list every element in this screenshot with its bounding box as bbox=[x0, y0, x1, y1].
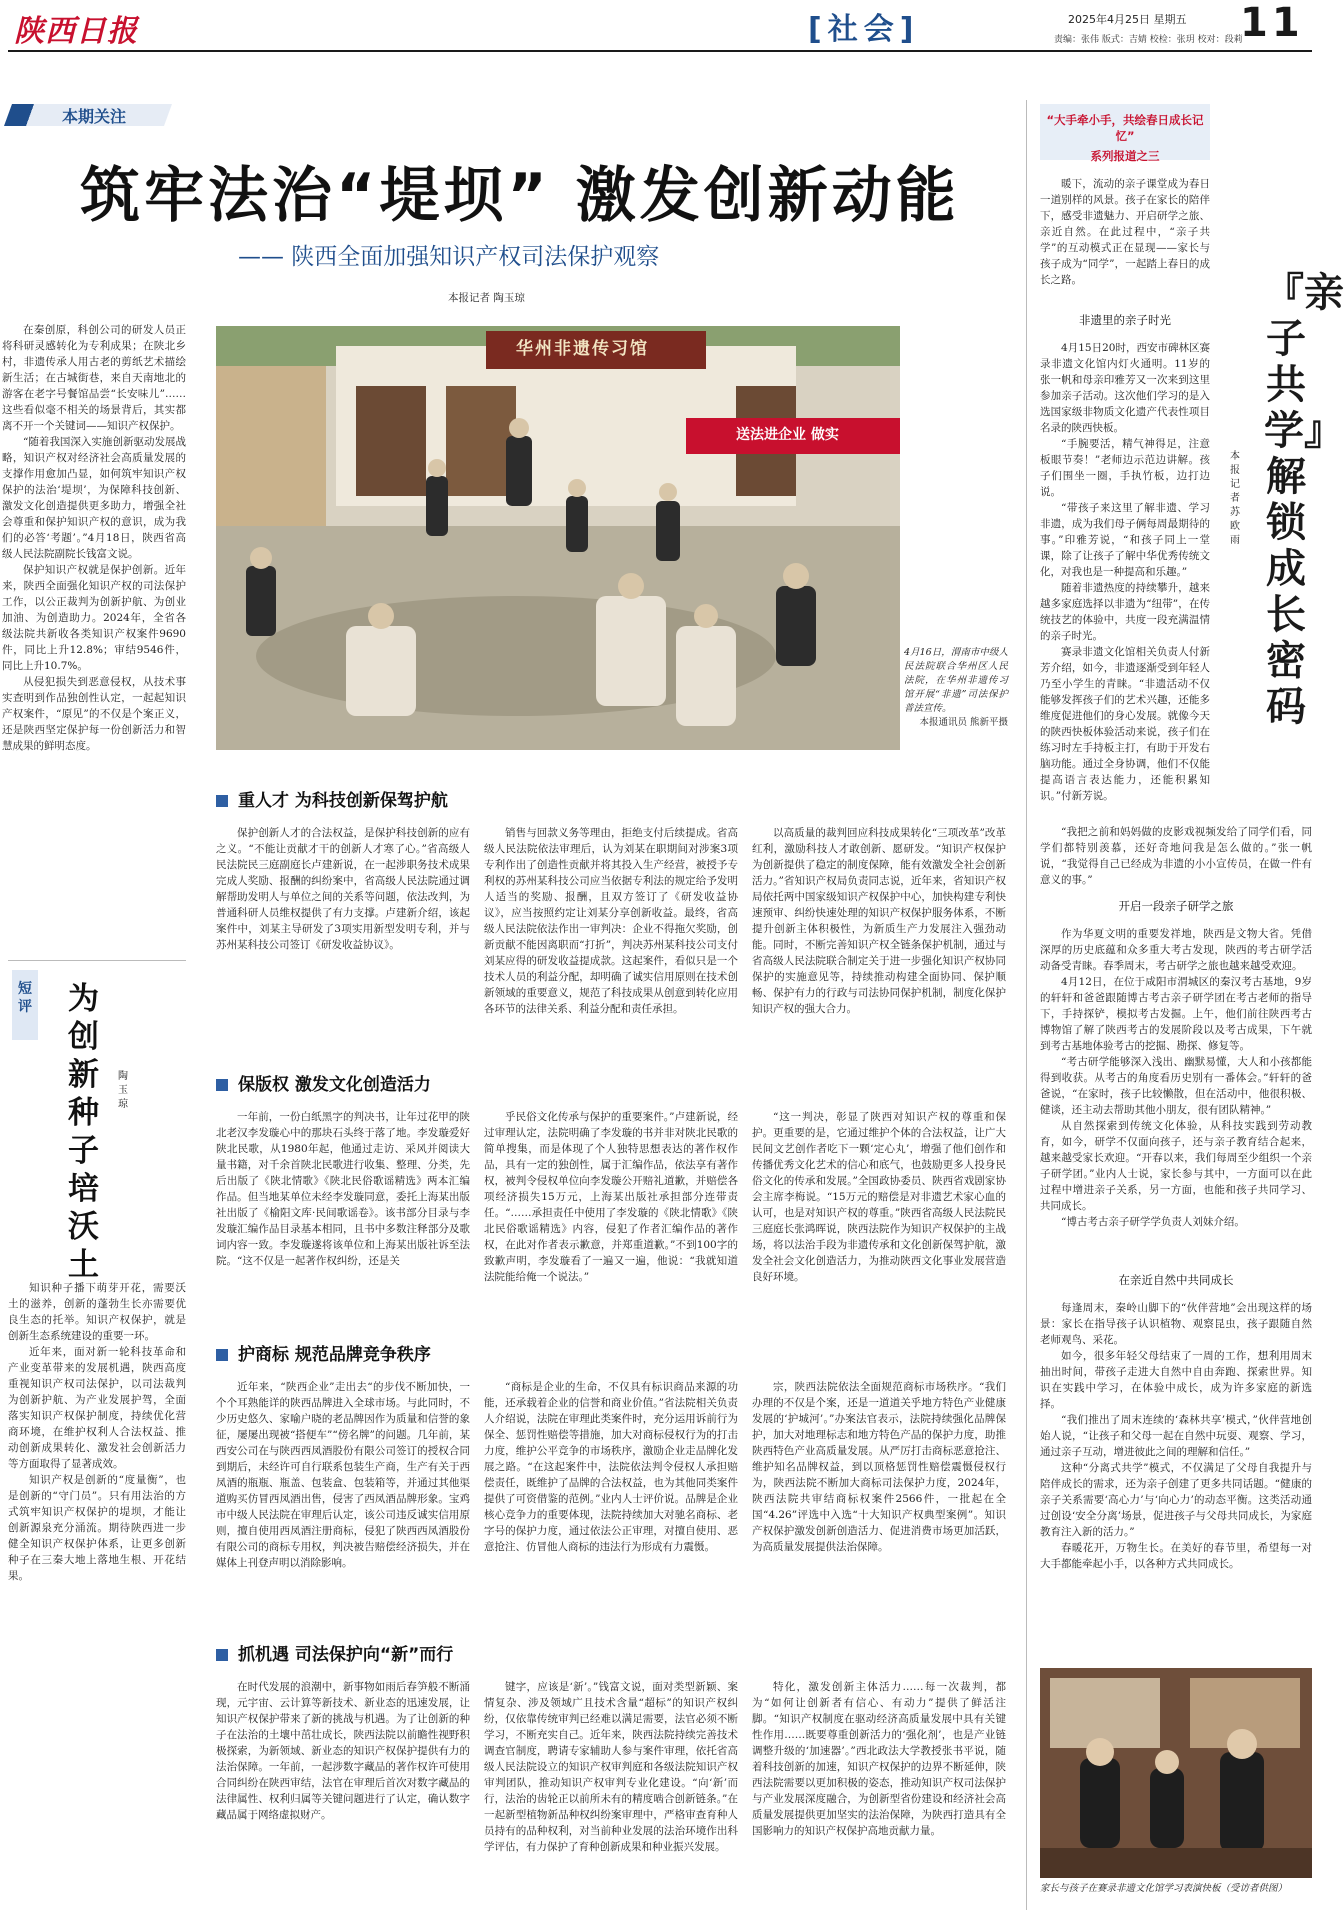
right-byline: 本报记者 苏欧雨 bbox=[1230, 451, 1240, 546]
section-paragraph: 近年来，“陕西企业”走出去“的步伐不断加快，一个个耳熟能详的陕西品牌进入全球市场。与此同时，不少历史悠久、家喻户晓的老品牌因作为质量和信誉的象征，屡屡出现被“搭便车”“傍名牌”的问题。几年前，某西安公司在与陕西西凤酒股份有限公司签订的授权合同到期后，未经许可自行联系包装生产商，生产有关于西凤酒的瓶瓶、瓶盖、包装盒、包装箱等，并通过其他渠道购买仿冒西凤酒出售，侵害了西凤酒品牌形象。宝鸡市中级人民法院在审理后认定，该公司违反诚实信用原则，擅自使用西凤酒注册商标，侵犯了陕西西凤酒股份有限公司的商标专用权，判决被告赔偿经济损失，并在媒体上刊登声明以消除影响。 bbox=[216, 1381, 470, 1569]
section-paragraph: 在时代发展的浪潮中，新事物如雨后春笋般不断涌现，元宇宙、云计算等新技术、新业态的迅速发展，让知识产权保护带来了新的挑战与机遇。为了让创新的种子在法治的土壤中茁壮成长，陕西法院以前瞻性视野积极探索，为新领域、新业态的知识产权保护提供有力的法治保障。一年前，一起涉数字藏品的著作权许可使用合同纠纷在陕西审结，法官在审理后首次对数字藏品的法律属性、权利归属等关键问题进行了认定，确认数字藏品属于网络虚拟财产。 bbox=[216, 1681, 470, 1821]
right-body-3 bbox=[1040, 1300, 1312, 1628]
section-column bbox=[484, 1679, 738, 1903]
commentary-paragraph: 知识产权是创新的“度量衡”，也是创新的“守门员”。只有用法治的方式筑牢知识产权保护的堤坝，才能让创新源泉充分涌流。期待陕西进一步健全知识产权保护体系，让更多创新种子在三秦大地上落地生根、开花结果。 bbox=[8, 1474, 186, 1582]
section-1 bbox=[216, 786, 1006, 1055]
right-paragraph: “我们推出了周末连续的‘森林共享’模式，”伙伴营地创始人说，“让孩子和父母一起在自然中玩耍、观察、学习，通过亲子互动，增进彼此之间的理解和信任。” bbox=[1040, 1414, 1312, 1458]
section-column bbox=[752, 1109, 1006, 1333]
right-paragraph: 春暖花开，万物生长。在美好的春节里，希望每一对大手都能牵起小手，以各种方式共同成长。 bbox=[1040, 1542, 1312, 1570]
right-paragraph: 随着非遗热度的持续攀升，越来越多家庭选择以非遗为“纽带”，在传统技艺的体验中，共度一段充满温情的亲子时光。 bbox=[1040, 582, 1210, 642]
series-box bbox=[1040, 104, 1210, 163]
commentary-title: 为创新种子培沃土 bbox=[68, 981, 99, 1283]
lead-paragraph: “随着我国深入实施创新驱动发展战略，知识产权对经济社会高质量发展的支撑作用愈加凸显，如何筑牢知识产权保护的法治‘堤坝’，为保障科技创新、激发文化创造提供更多助力，增强全社会尊重和保护知识产权的意识，成为我们的必答‘考题’。”4月18日，陕西省高级人民法院副院长钱富文说。 bbox=[2, 436, 186, 560]
commentary-paragraph: 近年来，面对新一轮科技革命和产业变革带来的发展机遇，陕西高度重视知识产权司法保护，以司法裁判为创新护航、为产业发展护驾，全面落实知识产权保护制度，持续优化营商环境，在维护权利人合法权益、推动创新成果转化、激发社会创新活力等方面取得了显著成效。 bbox=[8, 1346, 186, 1470]
section-column bbox=[484, 825, 738, 1055]
section-paragraph: 键字，应该是‘新’。”钱富文说，面对类型新颖、案情复杂、涉及领域广且技术含量“超标”的知识产权纠纷，仅依靠传统审判已经难以满足需要，法官必须不断学习，不断充实自己。近年来，陕西法院持续完善技术调查官制度，聘请专家辅助人参与案件审理，依托省高级人民法院设立的知识产权审判庭和各级法院知识产权审判团队，推动知识产权审判专业化建设。“向‘新’而行，法治的齿轮正以前所未有的精度啮合创新链条。”在一起新型植物新品种权纠纷案审理中，严格审查育种人员持有的品种权利，对当前种业发展的法治环境作出科学评估，有力保护了育种创新成果和种业振兴发展。 bbox=[484, 1681, 738, 1853]
commentary-rule bbox=[8, 960, 186, 961]
commentary-paragraph: 知识种子播下萌芽开花，需要沃土的滋养，创新的蓬勃生长亦需要优良生态的托举。知识产权保护，就是创新生态系统建设的重要一环。 bbox=[8, 1282, 186, 1342]
section-column bbox=[216, 1109, 470, 1333]
right-paragraph: 作为华夏文明的重要发祥地，陕西是文物大省。凭借深厚的历史底蕴和众多重大考古发现，陕西的考古研学活动备受青睐。春季周末，考古研学之旅也越来越受欢迎。 bbox=[1040, 928, 1312, 972]
right-paragraph: 4月12日，在位于咸阳市渭城区的秦汉考古基地，9岁的轩轩和爸爸跟随博古考古亲子研学团在考古老师的指导下，手持探铲，模拟考古发掘。上午，他们前往陕西考古博物馆了解了陕西考古的发展阶段以及考古成果，下午就到考古基地体验考古的挖掘、勘探、修复等。 bbox=[1040, 976, 1312, 1052]
photo-sign: 华州非遗传习馆 bbox=[516, 339, 649, 359]
right-subhead-1: 非遗里的亲子时光 bbox=[1079, 313, 1171, 327]
series-subtitle: 系列报道之三 bbox=[1090, 149, 1160, 163]
section-column bbox=[752, 825, 1006, 1055]
section-marker bbox=[216, 1079, 228, 1091]
section-heading-text: 护商标 规范品牌竞争秩序 bbox=[238, 1345, 431, 1365]
column-tag bbox=[8, 102, 178, 128]
right-paragraph: 赛录非遗文化馆相关负责人付新芳介绍，如今，非遗逐渐受到年轻人乃至小学生的青睐。“非遗活动不仅能够发挥孩子们的艺术兴趣，还能多维度促进他们的身心发展。就像今天的陕西快板体验活动来说，孩子们在练习时左手持板主打，有助于开发右脑功能。通过全身协调，他们不仅能提高语言表达能力，还能积累知识。”付新芳说。 bbox=[1040, 646, 1210, 802]
right-paragraph: “博古考古亲子研学学负责人刘妹介绍。 bbox=[1061, 1216, 1245, 1228]
section-name: [社会] bbox=[808, 12, 920, 47]
section-marker bbox=[216, 795, 228, 807]
section-heading bbox=[216, 1640, 1006, 1665]
lead-text bbox=[2, 322, 186, 754]
section-heading-text: 抓机遇 司法保护向“新”而行 bbox=[238, 1645, 454, 1665]
lead-paragraph: 保护知识产权就是保护创新。近年来，陕西全面强化知识产权的司法保护工作，以公正裁判为创新护航、为创业加油、为创造助力。2024年，全省各级法院共新收各类知识产权案件9690件，同比上升12.8%；审结9546件，同比上升10.7%。 bbox=[2, 564, 186, 672]
right-paragraph: 从自然探索到传统文化体验，从科技实践到劳动教育，如今，研学不仅面向孩子，还与亲子教育结合起来，越来越受家长欢迎。“开春以来，我们每周至少组织一个亲子研学团。”业内人士说，家长参与其中，一方面可以在此过程中增进亲子关系，另一方面，也能和孩子共同学习、共同成长。 bbox=[1040, 1120, 1312, 1212]
right-vertical-title: 『亲子共学』解锁成长密码 bbox=[1264, 270, 1344, 730]
commentary-box bbox=[8, 960, 186, 1910]
main-headline: 筑牢法治“堤坝” 激发创新动能 bbox=[80, 161, 960, 231]
newspaper-logo: 陕西日报 bbox=[14, 14, 138, 49]
right-paragraph: “手腕要活，精气神得足，注意板眼节奏！”老师边示范边讲解。孩子们围坐一圈，手执竹板，边打边说。 bbox=[1040, 438, 1210, 498]
section-heading-text: 重人才 为科技创新保驾护航 bbox=[238, 791, 448, 811]
section-marker bbox=[216, 1349, 228, 1361]
right-paragraph: 4月15日20时，西安市碑林区赛录非遗文化馆内灯火通明。11岁的张一帆和母亲印雅芳又一次来到这里参加亲子活动。这次他们学习的是入选国家级非物质文化遗产代表性项目名录的陕西快板。 bbox=[1040, 342, 1210, 434]
section-heading bbox=[216, 1070, 1006, 1095]
right-lead-paragraph: 暖下，流动的亲子课堂成为春日一道别样的风景。孩子在家长的陪伴下，感受非遗魅力、开启研学之旅、亲近自然。在此过程中，“亲子共学”的互动模式正在显现——家长与孩子成为“同学”，一起踏上春日的成长之路。 bbox=[1040, 178, 1210, 286]
editors-line: 责编：张伟 版式：吉婧 校检：张玥 校对：段莉 bbox=[1054, 35, 1243, 45]
section-column bbox=[484, 1109, 738, 1333]
section-label: 社会 bbox=[827, 12, 900, 47]
page-number: 11 bbox=[1240, 0, 1304, 46]
section-marker bbox=[216, 1649, 228, 1661]
right-body-1b bbox=[1040, 824, 1312, 888]
right-body-2 bbox=[1040, 926, 1312, 1234]
news-photo bbox=[216, 326, 900, 750]
right-paragraph: “我把之前和妈妈做的皮影戏视频发给了同学们看，同学们都特别羡慕，还好奇地问我是怎么做的。”张一帆说，“我觉得自己已经成为非遗的小小宣传员，在做一件有意义的事。” bbox=[1040, 826, 1312, 886]
masthead-rule bbox=[8, 50, 1312, 52]
right-paragraph: 这种“分离式共学”模式，不仅满足了父母自我提升与陪伴成长的需求，还为亲子创建了更多共同话题。“健康的亲子关系需要‘高心力’与‘向心力’的动态平衡。这类活动通过创设‘安全分离’场景，促进孩子与父母共同成长，为家庭教育注入新的活力。” bbox=[1040, 1462, 1312, 1538]
section-4 bbox=[216, 1640, 1006, 1903]
right-lead bbox=[1040, 176, 1210, 288]
section-columns bbox=[216, 1379, 1006, 1635]
section-columns bbox=[216, 1679, 1006, 1903]
section-paragraph: 宗，陕西法院依法全面规范商标市场秩序。“我们办理的不仅是个案，还是一道道关乎地方特色产业健康发展的‘护城河’。”办案法官表示，法院持续强化品牌保护，加大对地理标志和地方特色产品的保护力度，助推陕西特色产业高质量发展。从严厉打击商标恶意抢注、维护知名品牌权益，到以顶格惩罚性赔偿震慑侵权行为，陕西法院不断加大商标司法保护力度，2024年，陕西法院共审结商标权案件2566件，一批起在全国“4.26”评选中入选“十大知识产权典型案例”。知识产权保护激发创新创造活力、促进消费市场更加活跃，为高质量发展提供法治保障。 bbox=[752, 1381, 1006, 1553]
masthead bbox=[0, 0, 1320, 56]
right-paragraph: 每逢周末，秦岭山脚下的“伙伴营地”会出现这样的场景：家长在指导孩子认识植物、观察昆虫，孩子跟随自然老师观鸟、采花。 bbox=[1040, 1302, 1312, 1346]
issue-date: 2025年4月25日 星期五 bbox=[1068, 13, 1187, 26]
section-paragraph: 销售与回款义务等理由，拒绝支付后续提成。省高级人民法院依法审理后，认为刘某在职期间对涉案3项专利作出了创造性贡献并将其投入生产经营，被授予专利权的苏州某科技公司应当依据专利法的规定给予发明人适当的奖励、报酬，且双方签订了《研发收益协议》，应当按照约定让刘某分享创新收益。最终，省高级人民法院依法作出一审判决：企业不得拖欠奖励，创新贡献不能因离职而“打折”，判决苏州某科技公司支付刘某应得的研发收益提成款。这起案件，看似只是一个技术人员的利益分配，却明确了诚实信用原则在技术创新领域的重要意义，规范了科技成果从创意到转化应用各环节的法律关系、利益分配和责任承担。 bbox=[484, 827, 738, 1015]
main-subheadline: —— 陕西全面加强知识产权司法保护观察 bbox=[238, 244, 660, 270]
section-column bbox=[216, 1379, 470, 1635]
photo-caption-block bbox=[904, 646, 1008, 730]
section-column bbox=[752, 1679, 1006, 1903]
section-columns bbox=[216, 825, 1006, 1055]
photo-credit: 本报通讯员 熊新平摄 bbox=[919, 717, 1008, 728]
section-3 bbox=[216, 1340, 1006, 1635]
section-column bbox=[216, 1679, 470, 1903]
section-heading bbox=[216, 1340, 1006, 1365]
tag-label: 本期关注 bbox=[62, 107, 127, 126]
commentary-body bbox=[8, 1280, 186, 1584]
section-heading-text: 保版权 激发文化创造活力 bbox=[238, 1075, 431, 1095]
right-photo bbox=[1040, 1668, 1312, 1878]
section-paragraph: 特化，激发创新主体活力……每一次裁判，都为“如何让创新者有信心、有动力”提供了鲜活注脚。“知识产权制度在驱动经济高质量发展中具有关键性作用……既要尊重创新活力的‘强化剂’，也是产业链调整升级的‘加速器’。”西北政法大学教授张书平说，随着科技创新的加速，知识产权保护的边界不断延伸，陕西法院需要以更加积极的姿态，推动知识产权司法保护与产业发展深度融合，为创新型省份建设和经济社会高质量发展提供更加坚实的法治保障，为陕西打造具有全国影响力的知识产权保护高地贡献力量。 bbox=[752, 1681, 1006, 1837]
section-paragraph: 乎民俗文化传承与保护的重要案件。”卢建新说，经过审理认定，法院明确了李发璇的书并非对陕北民歌的简单搜集，而是体现了个人独特思想表达的著作权作品，具有一定的独创性，属于汇编作品，依法享有著作权，被判令侵权单位向李发璇公开赔礼道歉，并赔偿各项经济损失15万元，上海某出版社承担部分连带责任。“……承担责任中使用了李发璇的《陕北情歌》《陕北民俗歌谣精选》内容，侵犯了作者汇编作品的著作权，在此对作者表示歉意，并郑重道歉。”不到100字的致歉声明，李发璇看了一遍又一遍，他说：“我就知道法院能给俺一个说法。” bbox=[484, 1111, 738, 1283]
right-body-1 bbox=[1040, 340, 1210, 804]
photo-caption: 4月16日，渭南市中级人民法院联合华州区人民法院，在华州非遗传习馆开展“非遗”司法保护普法宣传。 bbox=[904, 647, 1008, 714]
right-subhead-3: 在亲近自然中共同成长 bbox=[1118, 1273, 1234, 1287]
photo-illustration bbox=[216, 326, 900, 750]
section-paragraph: 以高质量的裁判回应科技成果转化“三项改革”改革红利，激励科技人才敢创新、愿研发。“知识产权保护为创新提供了稳定的制度保障，能有效激发全社会创新活力。”省知识产权局负责同志说，近年来，省知识产权局依托两中国家级知识产权保护中心，加快构建专利快速预审、纠纷快速处理的知识产权保护服务体系，不断提升创新主体积极性，为新质生产力发展注入强劲动能。同时，不断完善知识产权全链条保护机制，通过与省高级人民法院联合制定关于进一步强化知识产权协同保护的实施意见等，持续推动构建全面协同、保护顺畅、保护有力的行政与司法协同保护机制，制度化保护知识产权的强大合力。 bbox=[752, 827, 1006, 1015]
series-title: “大手牵小手，共绘春日成长记忆” bbox=[1046, 113, 1204, 143]
section-column bbox=[484, 1379, 738, 1635]
section-paragraph: “这一判决，彰显了陕西对知识产权的尊重和保护。更重要的是，它通过维护个体的合法权益，让广大民间文艺创作者吃下一颗‘定心丸’，增强了他们创作和传播优秀文化艺术的信心和底气，也鼓励更多人投身民俗文化的传承和发展。”全国政协委员、陕西省戏剧家协会主席李梅说。“15万元的赔偿是对非遗艺术家心血的认可，也是对知识产权的尊重。”陕西省高级人民法院民三庭庭长张鸿晖说，陕西法院作为知识产权保护的主战场，将以法治手段为非遗传承和文化创新保驾护航，激发全社会文化创造活力，为推动陕西文化事业发展营造良好环境。 bbox=[752, 1111, 1006, 1283]
section-heading bbox=[216, 786, 1006, 811]
lead-paragraph: 在秦创原，科创公司的研发人员正将科研灵感转化为专利成果；在陕北乡村，非遗传承人用古老的剪纸艺术描绘新生活；在古城街巷，来自天南地北的游客在老字号餐馆品尝“长安味儿”……这些看似毫不相关的场景背后，其实都离不开一个关键词——知识产权保护。 bbox=[2, 324, 186, 432]
right-paragraph: 如今，很多年轻父母结束了一周的工作，想利用周末抽出时间，带孩子走进大自然中自由奔跑、探索世界。知识在实践中学习，在体验中成长，成为许多家庭的新选择。 bbox=[1040, 1350, 1312, 1410]
main-byline: 本报记者 陶玉琼 bbox=[448, 292, 525, 304]
section-paragraph: 一年前，一份白纸黑字的判决书，让年过花甲的陕北老汉李发璇心中的那块石头终于落了地。李发璇爱好陕北民歌，从1980年起，他通过走访、采风并阅读大量书籍，对千余首陕北民歌进行收集、整理、分类，先后出版了《陕北情歌》《陕北民俗歌谣精选》两本汇编作品。但当地某单位未经李发璇同意，委托上海某出版社出版了《榆阳文库·民间歌谣卷》。该书部分目录与李发璇汇编作品目录基本相同，且书中多数注释部分及歌词内容一致。李发璇遂将该单位和上海某出版社诉至法院。“这不仅是一起著作权纠纷，还是关 bbox=[216, 1111, 470, 1267]
section-paragraph: 保护创新人才的合法权益，是保护科技创新的应有之义。“不能让贡献才干的创新人才寒了心。”省高级人民法院民三庭副庭长卢建新说，在一起涉职务技术成果完成人奖励、报酬的纠纷案中，省高级人民法院通过调解帮助发明人与单位之间的关系等问题，依法改判，为普通科研人员维权提供了有力支撑。卢建新介绍，该起案件中，刘某主导研发了3项实用新型发明专利，并与苏州某科技公司签订《研发收益协议》。 bbox=[216, 827, 470, 951]
photo-banner: 送法进企业 做实 bbox=[736, 427, 839, 443]
lead-paragraph: 从侵犯损失到恶意侵权，从技术事实查明到作品独创性认定，一起起知识产权案件，“原见”的不仅是个案正义，还是陕西坚定保护每一份创新活力和智慧成果的鲜明态度。 bbox=[2, 676, 186, 752]
section-2 bbox=[216, 1070, 1006, 1333]
section-column bbox=[216, 825, 470, 1055]
section-paragraph: “商标是企业的生命，不仅具有标识商品来源的功能，还承载着企业的信誉和商业价值。”省法院相关负责人介绍说，法院在审理此类案件时，充分运用诉前行为保全、惩罚性赔偿等措施，加大对商标侵权行为的打击力度，维护公平竞争的市场秩序，激励企业走品牌化发展之路。“在这起案件中，法院依法判令侵权人承担赔偿责任，既维护了品牌的合法权益，也为其他同类案件提供了可资借鉴的范例。”业内人士评价说。品牌是企业核心竞争力的重要体现，法院持续加大对驰名商标、老字号的保护力度，通过依法公正审理，对擅自使用、恶意抢注、仿冒他人商标的违法行为形成有力震慑。 bbox=[484, 1381, 738, 1553]
column-divider bbox=[1026, 100, 1027, 1910]
section-column bbox=[752, 1379, 1006, 1635]
right-photo-caption: 家长与孩子在赛录非遗文化馆学习表演快板（受访者供图） bbox=[1040, 1883, 1288, 1894]
right-subhead-2: 开启一段亲子研学之旅 bbox=[1118, 899, 1234, 913]
commentary-tag: 短评 bbox=[18, 981, 32, 1015]
right-paragraph: “带孩子来这里了解非遗、学习非遗，成为我们母子俩每周最期待的事。”印雅芳说，“和孩子同上一堂课，除了让孩子了解中华优秀传统文化，对我也是一种提高和乐趣。” bbox=[1040, 502, 1210, 578]
commentary-author: 陶玉琼 bbox=[118, 1071, 128, 1110]
section-columns bbox=[216, 1109, 1006, 1333]
right-photo-illustration bbox=[1040, 1668, 1312, 1878]
right-paragraph: “考古研学能够深入浅出、幽默易懂，大人和小孩都能得到收获。从考古的角度看历史别有一番体会。”轩轩的爸爸说，“在家时，孩子比较懒散，但在活动中，他很积极、健谈，还主动去帮助其他小朋友，很有团队精神。” bbox=[1040, 1056, 1312, 1116]
